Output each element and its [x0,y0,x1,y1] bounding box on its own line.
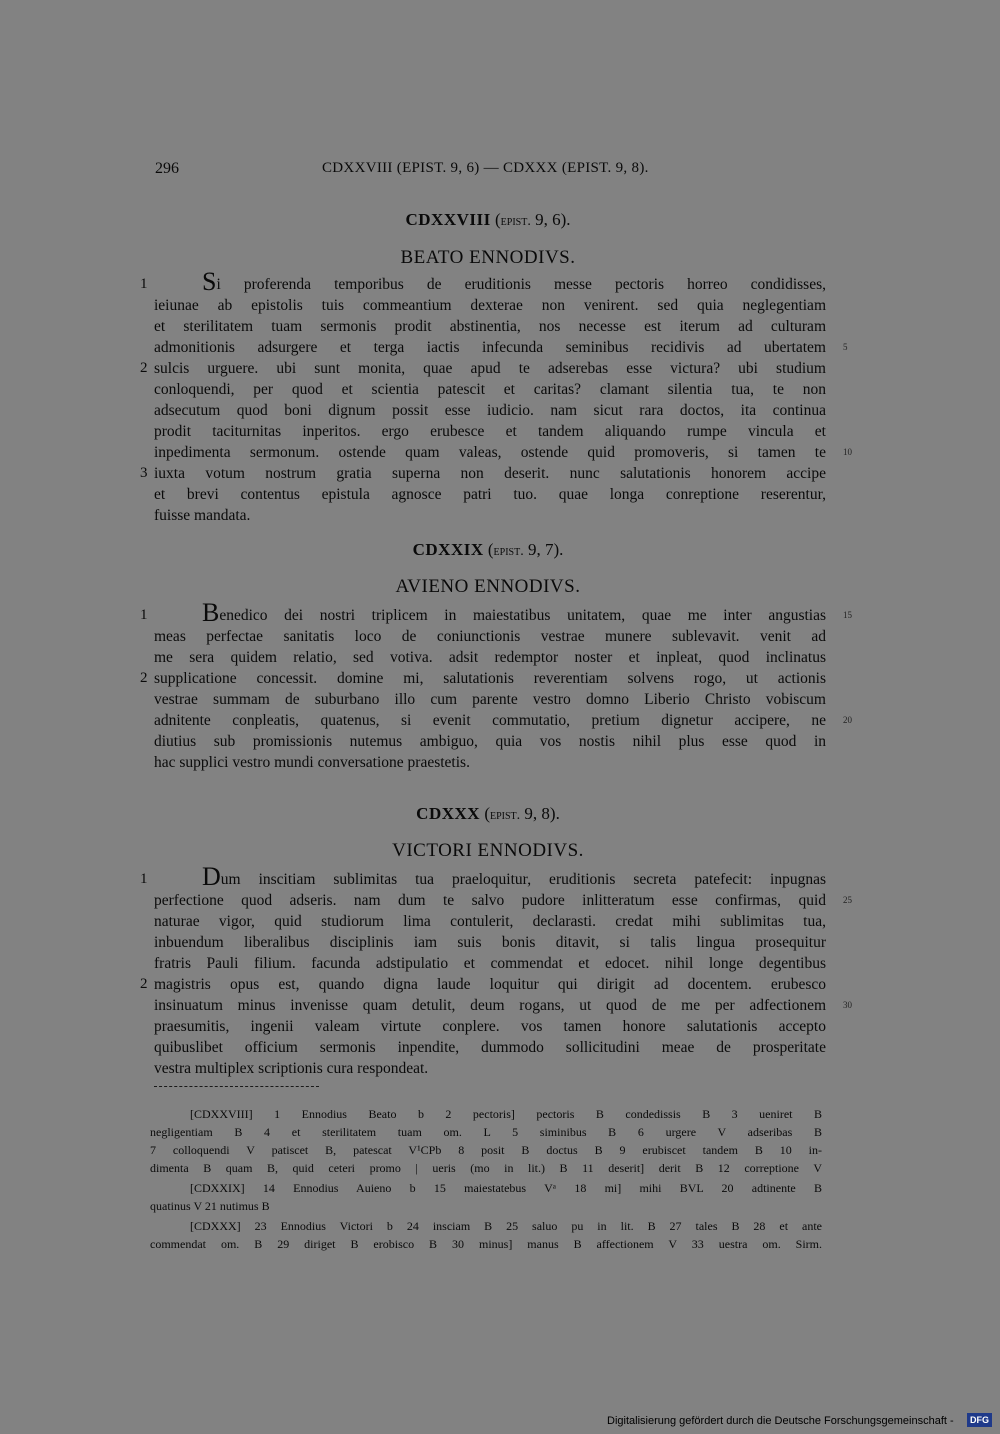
margin-line-number: 30 [843,1000,852,1010]
text-line: me sera quidem relatio, sed votiva. adsit redemptor noster et inpleat, quod inclinatus [154,649,826,666]
text-line: adsecutum quod boni dignum possit esse iudicio. nam sicut rara doctos, ita continua [154,402,826,419]
dfg-logo: DFG [967,1413,992,1427]
section-number: 1 [140,871,148,887]
epist-ref: 9, 8). [520,804,560,823]
epist-ref: 9, 7). [523,540,564,559]
footnote-line: [CDXXX] 23 Ennodius Victori b 24 insciam B 25 saluo pu in lit. B 27 tales B 28 et ante [190,1219,822,1233]
text-line: adnitente conpleatis, quatenus, si evenit commutatio, pretium dignetur accipere, ne [154,712,826,729]
letter-number: CDXXX [416,804,481,823]
initial-letter: D [202,862,221,891]
text-line: prodit taciturnitas inperitos. ergo erubesce et tandem aliquando rumpe vincula et [154,423,826,440]
letter-heading-cdxxix [150,540,826,560]
text-line: vestrae summam de suburbano illo cum parente vestro domno Liberio Christo vobiscum [154,691,826,708]
text-line: et sterilitatem tuam sermonis prodit abstinentia, nos necesse est iterum ad culturam [154,318,826,335]
section-number: 2 [140,670,148,686]
text-line: praesumitis, ingenii valeam virtute conplere. vos tamen honore salutationis accepto [154,1018,826,1035]
margin-line-number: 25 [843,895,852,905]
text-line: naturae vigor, quid studiorum lima contulerit, declarasti. credat mihi sublimitas tua, [154,913,826,930]
text-line: inbuendum liberalibus disciplinis iam suis bonis ditavit, si talis lingua prosequitur [154,934,826,951]
text-line: inpedimenta sermonum. ostende quam valeas, ostende quid promoveris, si tamen te [154,444,826,461]
text-line: iuxta votum nostrum gratia superna non deserit. nunc salutationis honorem accipe [154,465,826,482]
margin-line-number: 5 [843,342,848,352]
text-line: conloquendi, per quod et scientia patescit et caritas? clamant silentia tua, te non [154,381,826,398]
footnote-line: [CDXXVIII] 1 Ennodius Beato b 2 pectoris] pectoris B condedissis B 3 ueniret B [190,1107,822,1121]
footnote-line: 7 colloquendi V patiscet B, patescat V¹CPb 8 posit B doctus B 9 erubiscet tandem B 10 in- [150,1143,822,1157]
epist-ref-label: epist. [493,544,524,559]
epist-ref-open: ( [484,804,490,823]
letter-heading-cdxxviii [150,210,826,230]
section-number: 1 [140,276,148,292]
section-number: 3 [140,465,148,481]
margin-line-number: 10 [843,447,852,457]
text-line: vestra multiplex scriptionis cura respondeat. [154,1060,429,1077]
text-line: insinuatum minus invenisse quam detulit, deum rogans, ut quod de me per adfectionem [154,997,826,1014]
letter-number: CDXXVIII [405,210,491,229]
text-line: fratris Pauli filium. facunda adstipulatio et commendat et edocet. nihil longe degentibus [154,955,826,972]
footnote-line: dimenta B quam B, quid ceteri promo | ueris (mo in lit.) B 11 deserit] derit B 12 correptione V [150,1161,822,1175]
section-number: 2 [140,360,148,376]
text-line: quibuslibet officium sermonis inpendite, dummodo sollicitudini meae de prosperitate [154,1039,826,1056]
epist-ref: 9, 6). [530,210,571,229]
footnote-line: commendat om. B 29 diriget B erobisco B 30 minus] manus B affectionem V 33 uestra om. Sirm. [150,1237,822,1251]
footnote-line: [CDXXIX] 14 Ennodius Auieno b 15 maiestatebus Vᵃ 18 mi] mihi BVL 20 adtinente B [190,1181,822,1195]
text-line: sulcis urguere. ubi sunt monita, quae apud te adserebas esse victura? ubi studium [154,360,826,377]
text-line: fuisse mandata. [154,507,251,524]
text-line: meas perfectae sanitatis loco de coniunctionis vestrae munere sublevavit. venit ad [154,628,826,645]
addressee-avieno: AVIENO ENNODIVS. [395,576,581,597]
text-line: supplicatione concessit. domine mi, salutationis reverentiam solvens rogo, ut actionis [154,670,826,687]
text-line: Si proferenda temporibus de eruditionis messe pectoris horreo condidisses, [202,267,826,296]
margin-line-number: 20 [843,715,852,725]
text-line: Dum inscitiam sublimitas tua praeloquitur, eruditionis secreta patefecit: inpugnas [202,862,826,891]
text-line: perfectione quod adseris. nam dum te salvo pudore inlitteratum esse confirmas, quid [154,892,826,909]
epist-ref-label: epist. [489,808,521,823]
digitization-notice: Digitalisierung gefördert durch die Deutsche Forschungsgemeinschaft - [607,1415,954,1427]
epist-ref-label: epist. [500,214,531,229]
page-number: 296 [155,160,179,177]
section-number: 2 [140,976,148,992]
text-line: magistris opus est, quando digna laude loquitur qui dirigit ad docentem. erubesco [154,976,826,993]
addressee-beato: BEATO ENNODIVS. [400,247,576,268]
text-line: ieiunae ab epistolis tuis commeantium dexterae non venirent. sed quia neglegentiam [154,297,826,314]
text-line: et brevi contentus epistula agnosce patri tuo. quae longa conreptione reserentur, [154,486,826,503]
margin-line-number: 15 [843,610,852,620]
addressee-victori: VICTORI ENNODIVS. [392,840,584,861]
running-title: CDXXVIII (EPIST. 9, 6) — CDXXX (EPIST. 9, 8). [322,160,649,176]
section-number: 1 [140,607,148,623]
footnote-line: quatinus V 21 nutimus B [150,1199,270,1213]
letter-heading-cdxxx [150,804,826,824]
text-line: diutius sub promissionis nutemus ambiguo, quia vos nostis nihil plus esse quod in [154,733,826,750]
text-line: hac supplici vestro mundi conversatione praestetis. [154,754,470,771]
footnote-divider [154,1086,319,1087]
footnote-line: negligentiam B 4 et sterilitatem tuam om. L 5 siminibus B 6 urgere V adseribas B [150,1125,822,1139]
text-line: Benedico dei nostri triplicem in maiestatibus unitatem, quae me inter angustias [202,598,826,627]
epist-ref-open: ( [487,540,494,559]
text-line: admonitionis adsurgere et terga iactis infecunda seminibus recidivis ad ubertatem [154,339,826,356]
epist-ref-open: ( [494,210,501,229]
initial-letter: B [202,598,220,627]
letter-number: CDXXIX [412,540,484,559]
initial-letter: S [202,267,217,296]
